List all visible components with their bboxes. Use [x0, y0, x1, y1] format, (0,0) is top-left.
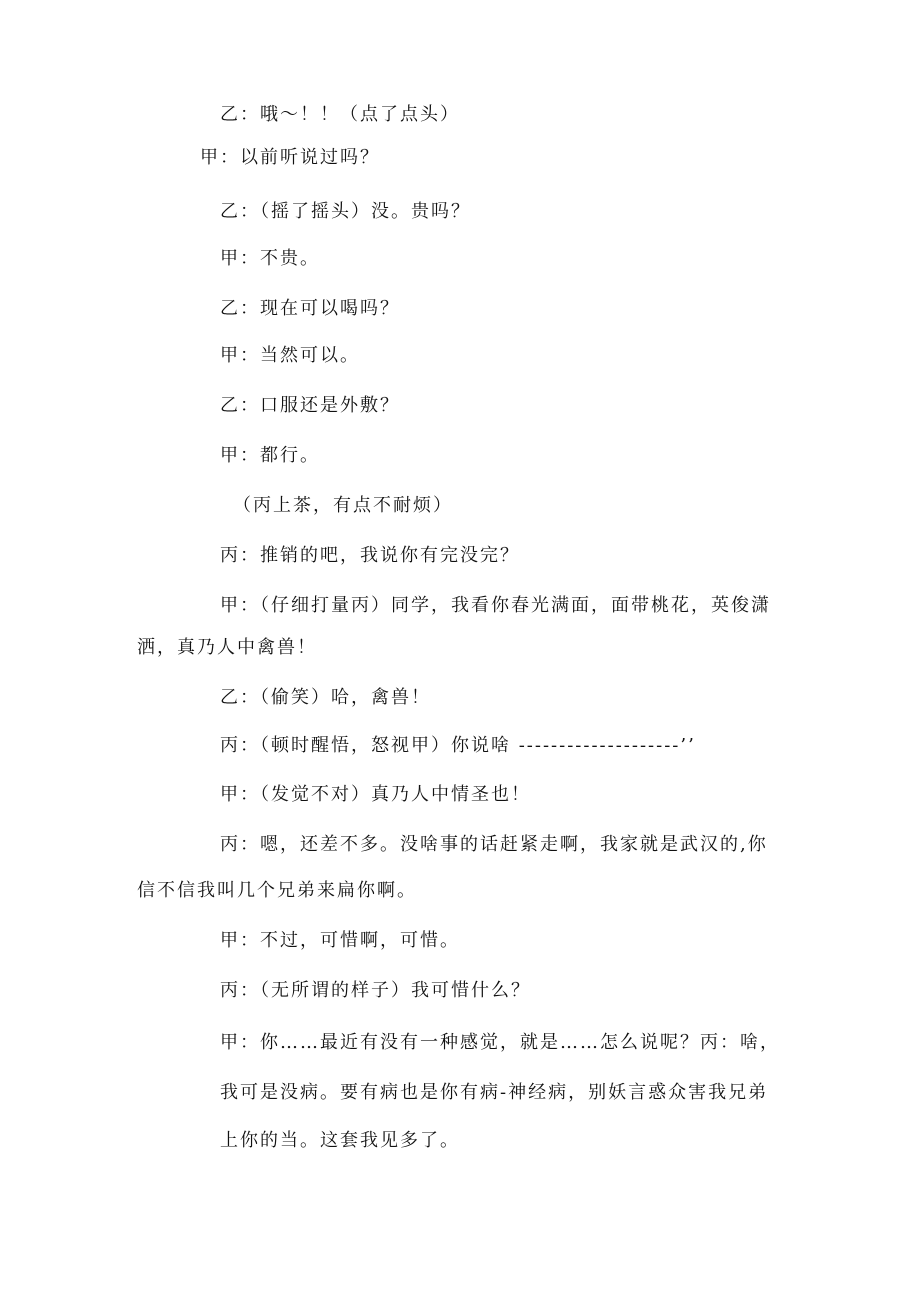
dialogue-line: 甲：不贵。: [220, 248, 320, 269]
dialogue-line: 甲：当然可以。: [220, 345, 360, 366]
dialogue-line: 甲：不过，可惜啊，可惜。: [220, 930, 460, 951]
dialogue-line: 甲：以前听说过吗？: [200, 147, 380, 168]
dialogue-line: 乙：现在可以喝吗？: [220, 298, 400, 319]
dialogue-line: 乙：（偷笑）哈，禽兽！: [220, 687, 431, 708]
dialogue-line: 甲：（发觉不对）真乃人中情圣也！: [220, 784, 531, 805]
dialogue-line-continued: 信不信我叫几个兄弟来扁你啊。: [137, 880, 417, 901]
dialogue-line: 甲：都行。: [220, 445, 320, 466]
dialogue-line: 丙：推销的吧，我说你有完没完？: [220, 545, 520, 566]
dialogue-line: 丙：嗯，还差不多。没啥事的话赶紧走啊，我家就是武汉的,你: [220, 834, 768, 855]
dialogue-line: 丙：（无所谓的样子）我可惜什么？: [220, 980, 531, 1001]
dialogue-line: 甲：你……最近有没有一种感觉，就是……怎么说呢？丙：啥，: [220, 1032, 780, 1053]
dialogue-line-continued: 我可是没病。要有病也是你有病-神经病，别妖言惑众害我兄弟: [220, 1082, 769, 1103]
dialogue-line: 丙：（顿时醒悟，怒视甲）你说啥 --------------------’’: [220, 735, 696, 756]
dialogue-line: 乙：口服还是外敷？: [220, 395, 400, 416]
dialogue-line: 乙：哦～！！（点了点头）: [220, 104, 460, 125]
dialogue-line: 乙：（摇了摇头）没。贵吗？: [220, 201, 471, 222]
dialogue-line-continued: 洒，真乃人中禽兽！: [137, 637, 317, 658]
stage-direction: （丙上茶，有点不耐烦）: [233, 495, 453, 516]
dialogue-line-continued: 上你的当。这套我见多了。: [220, 1130, 460, 1151]
dialogue-line: 甲：（仔细打量丙）同学，我看你春光满面，面带桃花，英俊潇: [220, 595, 771, 616]
